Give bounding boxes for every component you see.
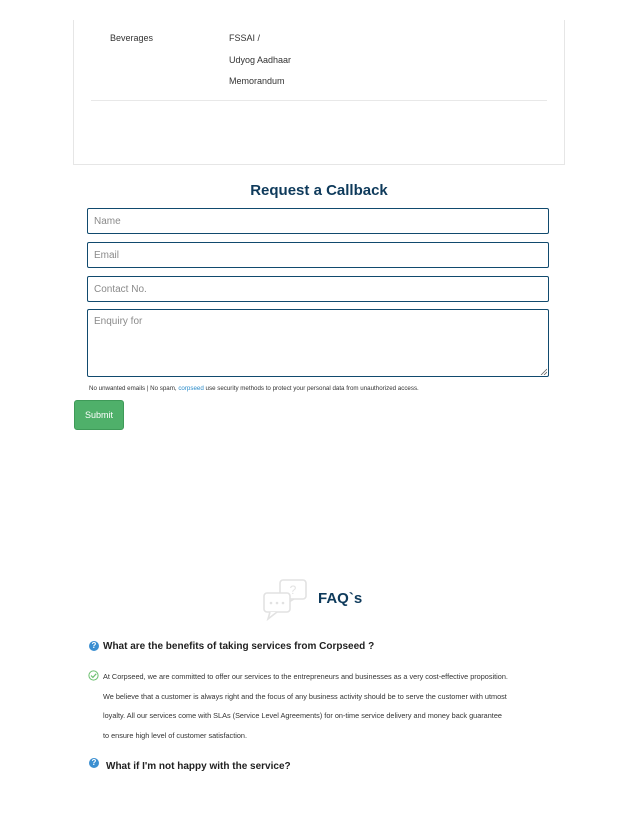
question-icon: ? xyxy=(89,641,99,651)
table-cell-category: Beverages xyxy=(110,33,154,43)
table-cell-license: Memorandum xyxy=(229,76,285,86)
license-table-card xyxy=(73,20,565,165)
brand-link[interactable]: corpseed xyxy=(178,385,204,392)
answer-line: At Corpseed, we are committed to offer our services to the entrepreneurs and businesses as a very cost-effective proposition. xyxy=(103,672,508,681)
email-input[interactable] xyxy=(87,242,549,268)
faq-answer-1 xyxy=(103,667,583,745)
table-divider xyxy=(91,100,547,101)
table-cell-license: FSSAI / xyxy=(229,33,261,43)
privacy-text: No unwanted emails | No spam, xyxy=(89,385,177,392)
question-icon: ? xyxy=(89,758,99,768)
faq-title: FAQ`s xyxy=(318,590,363,607)
faq-question-2[interactable]: What if I'm not happy with the service? xyxy=(106,761,291,772)
callback-title: Request a Callback xyxy=(250,182,388,199)
check-circle-icon xyxy=(88,670,99,681)
svg-text:?: ? xyxy=(289,583,297,597)
name-input[interactable] xyxy=(87,208,549,234)
answer-line: loyalty. All our services come with SLAs (Service Level Agreements) for on-time service delivery and money back guarantee xyxy=(103,711,502,720)
table-cell-license: Udyog Aadhaar xyxy=(229,55,292,65)
enquiry-textarea[interactable] xyxy=(87,309,549,377)
answer-line: We believe that a customer is always right and the focus of any business activity should be to serve the customer with utmost xyxy=(103,691,507,701)
faq-question-1[interactable]: What are the benefits of taking services from Corpseed ? xyxy=(103,641,375,652)
chat-bubbles-icon xyxy=(262,579,310,621)
privacy-note xyxy=(89,385,419,392)
privacy-text: use security methods to protect your personal data from unauthorized access. xyxy=(205,385,419,392)
contact-input[interactable] xyxy=(87,276,549,302)
answer-line: to ensure high level of customer satisfaction. xyxy=(103,730,247,740)
submit-button[interactable]: Submit xyxy=(74,400,124,430)
